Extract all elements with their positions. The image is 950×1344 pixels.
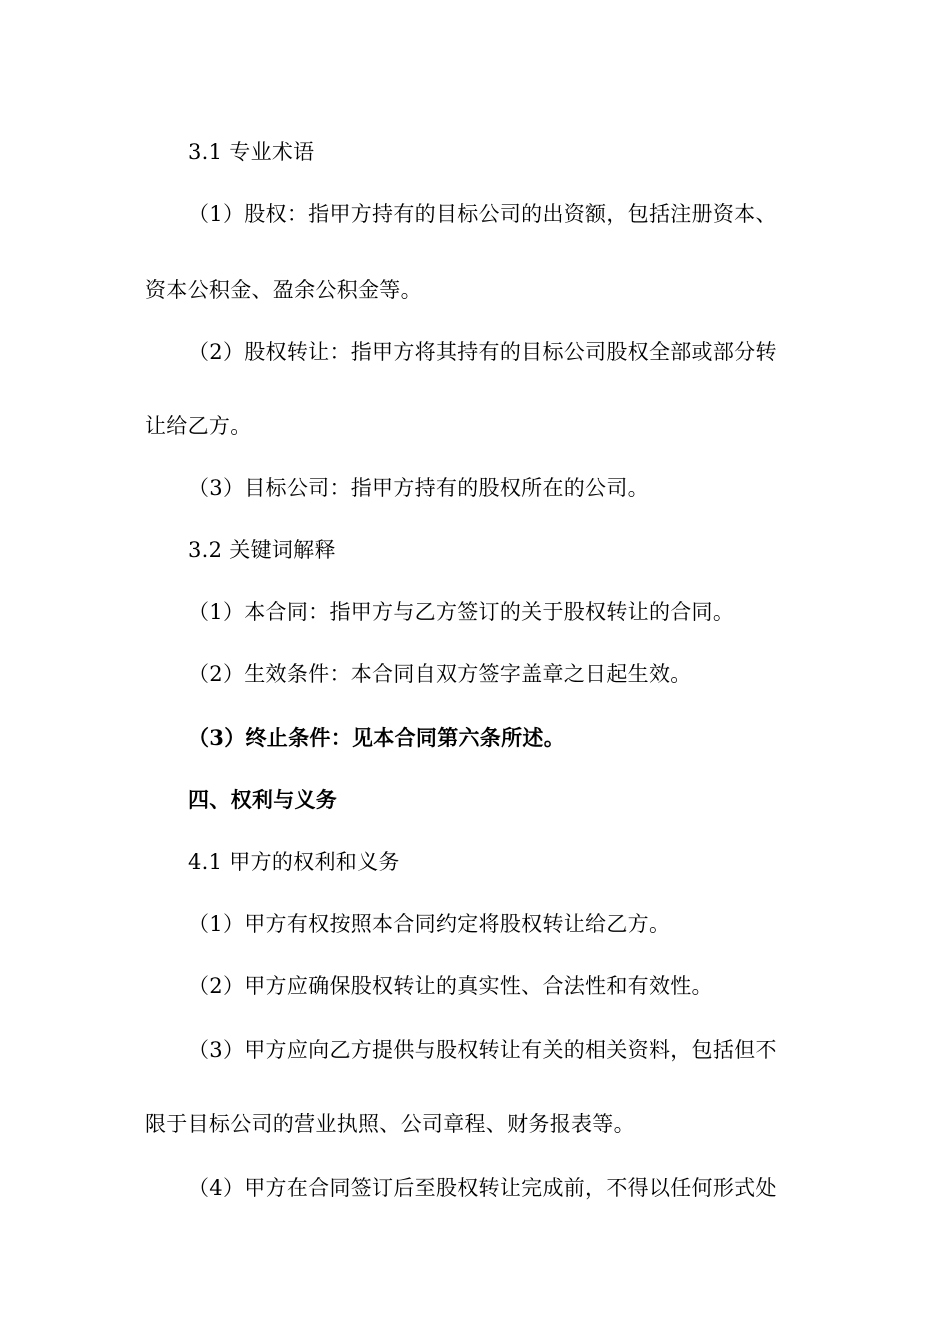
paragraph-line: 资本公积金、盈余公积金等。 <box>145 278 422 302</box>
paragraph-line: （3）甲方应向乙方提供与股权转让有关的相关资料，包括但不 <box>188 1038 777 1062</box>
chapter-heading: 四、权利与义务 <box>188 787 338 812</box>
paragraph-line-bold: （3）终止条件：见本合同第六条所述。 <box>188 725 566 750</box>
section-heading-3-1: 3.1 专业术语 <box>188 140 315 164</box>
section-heading-3-2: 3.2 关键词解释 <box>188 538 336 562</box>
paragraph-line: （4）甲方在合同签订后至股权转让完成前，不得以任何形式处 <box>188 1176 777 1200</box>
paragraph-line: （1）本合同：指甲方与乙方签订的关于股权转让的合同。 <box>188 600 735 624</box>
section-heading-4-1: 4.1 甲方的权利和义务 <box>188 850 400 874</box>
paragraph-line: （2）甲方应确保股权转让的真实性、合法性和有效性。 <box>188 974 713 998</box>
paragraph-line: （1）甲方有权按照本合同约定将股权转让给乙方。 <box>188 912 671 936</box>
paragraph-line: （3）目标公司：指甲方持有的股权所在的公司。 <box>188 476 649 500</box>
paragraph-line: 让给乙方。 <box>145 414 252 438</box>
paragraph-line: （1）股权：指甲方持有的目标公司的出资额，包括注册资本、 <box>188 202 777 226</box>
paragraph-line: 限于目标公司的营业执照、公司章程、财务报表等。 <box>145 1112 635 1136</box>
paragraph-line: （2）股权转让：指甲方将其持有的目标公司股权全部或部分转 <box>188 340 777 364</box>
paragraph-line: （2）生效条件：本合同自双方签字盖章之日起生效。 <box>188 662 692 686</box>
